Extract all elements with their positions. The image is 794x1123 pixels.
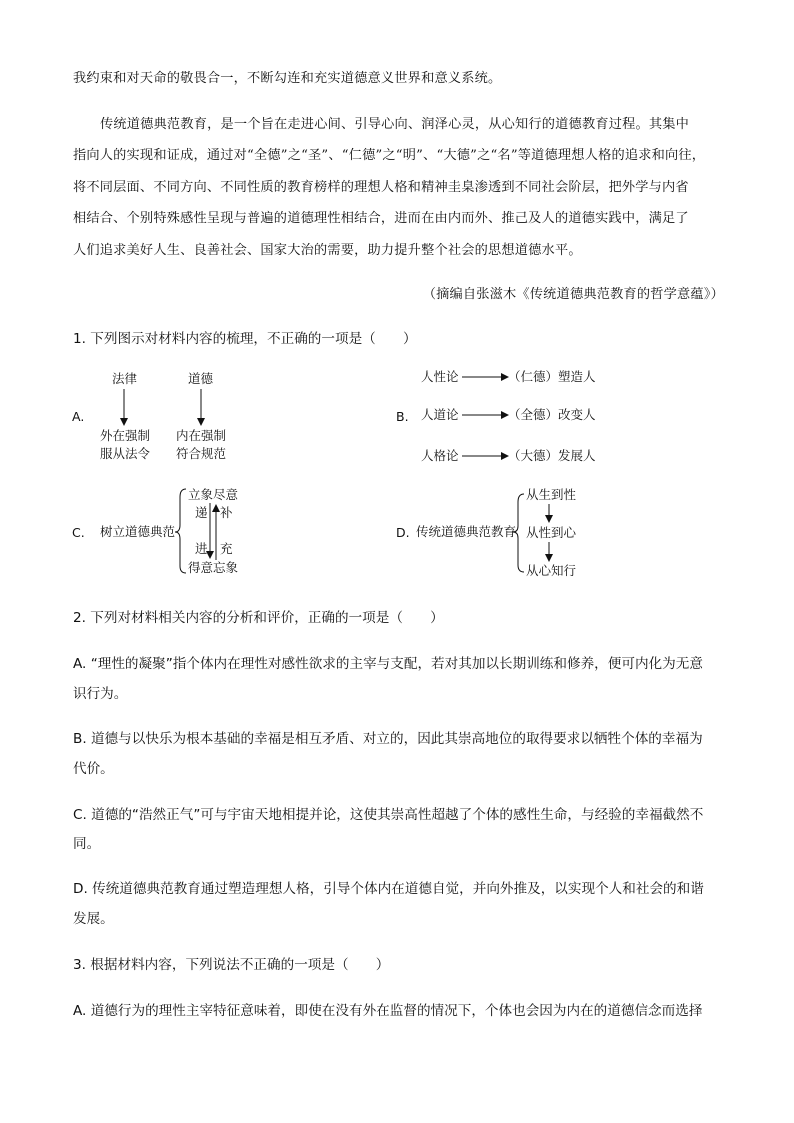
option-c-left-char1: 递 [195, 505, 208, 520]
passage-line: 传统道德典范教育，是一个旨在走进心间、引导心向、润泽心灵，从心知行的道德教育过程。其集中 [100, 117, 690, 132]
passage-line: 人们追求美好人生、良善社会、国家大治的需要，助力提升整个社会的思想道德水平。 [73, 243, 582, 258]
option-b-row3-right: （大德）发展人 [508, 448, 596, 463]
q2-option-c-cont: 同。 [73, 836, 101, 852]
passage-line: 指向人的实现和证成，通过对“全德”之“圣”、“仁德”之“明”、“大德”之“名”等道德理想人格的追求和向往， [73, 148, 706, 163]
option-a-col1-line1: 外在强制 [100, 428, 151, 443]
option-c-bottom: 得意忘象 [188, 560, 239, 575]
option-d-step1: 从生到性 [526, 487, 577, 502]
option-a-col2-line2: 符合规范 [176, 446, 227, 461]
option-a-col1-line2: 服从法令 [100, 446, 151, 461]
q2-option-b: B. 道德与以快乐为根本基础的幸福是相互矛盾、对立的，因此其崇高地位的取得要求以牺牲个体的幸福为 [73, 731, 703, 747]
option-b-row1-left: 人性论 [421, 369, 459, 384]
option-b-row2-right: （全德）改变人 [508, 407, 596, 422]
question-1-stem: 1. 下列图示对材料内容的梳理，不正确的一项是（ ） [73, 331, 417, 347]
passage-source: （摘编自张滋木《传统道德典范教育的哲学意蕴》） [422, 287, 724, 302]
question-2-stem: 2. 下列对材料相关内容的分析和评价，正确的一项是（ ） [73, 610, 444, 626]
option-b-letter: B. [396, 409, 409, 424]
q2-option-b-cont: 代价。 [73, 761, 114, 777]
option-c-left-char2: 进 [195, 541, 208, 556]
option-a-col2-line1: 内在强制 [176, 428, 227, 443]
option-c-right-char2: 充 [220, 541, 233, 556]
q2-option-c: C. 道德的“浩然正气”可与宇宙天地相提并论，这使其崇高性超越了个体的感性生命，与经验的幸福截然不 [73, 807, 704, 823]
option-c-letter: C. [72, 525, 85, 540]
q2-option-d: D. 传统道德典范教育通过塑造理想人格，引导个体内在道德自觉，并向外推及，以实现个人和社会的和谐 [73, 881, 704, 897]
option-b-row3-left: 人格论 [421, 448, 459, 463]
passage-line: 将不同层面、不同方向、不同性质的教育榜样的理想人格和精神圭臬渗透到不同社会阶层，把外学与内省 [73, 180, 689, 195]
option-b-row2-left: 人道论 [421, 407, 459, 422]
option-d-step3: 从心知行 [526, 563, 577, 578]
option-d-step2: 从性到心 [526, 525, 577, 540]
q2-option-d-cont: 发展。 [73, 911, 114, 927]
option-c-right-char1: 补 [220, 505, 233, 520]
option-d-root: 传统道德典范教育 [416, 524, 517, 539]
option-b-row1-right: （仁德）塑造人 [508, 369, 596, 384]
option-c-brace [175, 489, 186, 573]
q2-option-a: A. “理性的凝聚”指个体内在理性对感性欲求的主宰与支配，若对其加以长期训练和修养，便可内化为无意 [73, 656, 703, 672]
q1-options-diagram [0, 360, 794, 590]
option-d-letter: D. [396, 525, 410, 540]
passage-line: 我约束和对天命的敬畏合一，不断勾连和充实道德意义世界和意义系统。 [73, 71, 502, 86]
q3-option-a: A. 道德行为的理性主宰特征意味着，即使在没有外在监督的情况下，个体也会因为内在的道德信念而选择 [73, 1003, 703, 1019]
option-a-morality-label: 道德 [188, 371, 214, 386]
passage-line: 相结合、个别特殊感性呈现与普遍的道德理性相结合，进而在由内而外、推己及人的道德实践中，满足了 [73, 211, 689, 226]
option-a-letter: A. [72, 409, 85, 424]
option-c-top: 立象尽意 [188, 487, 239, 502]
option-c-root: 树立道德典范 [100, 524, 176, 539]
option-a-law-label: 法律 [112, 371, 138, 386]
question-3-stem: 3. 根据材料内容，下列说法不正确的一项是（ ） [73, 957, 390, 973]
q2-option-a-cont: 识行为。 [73, 686, 128, 702]
